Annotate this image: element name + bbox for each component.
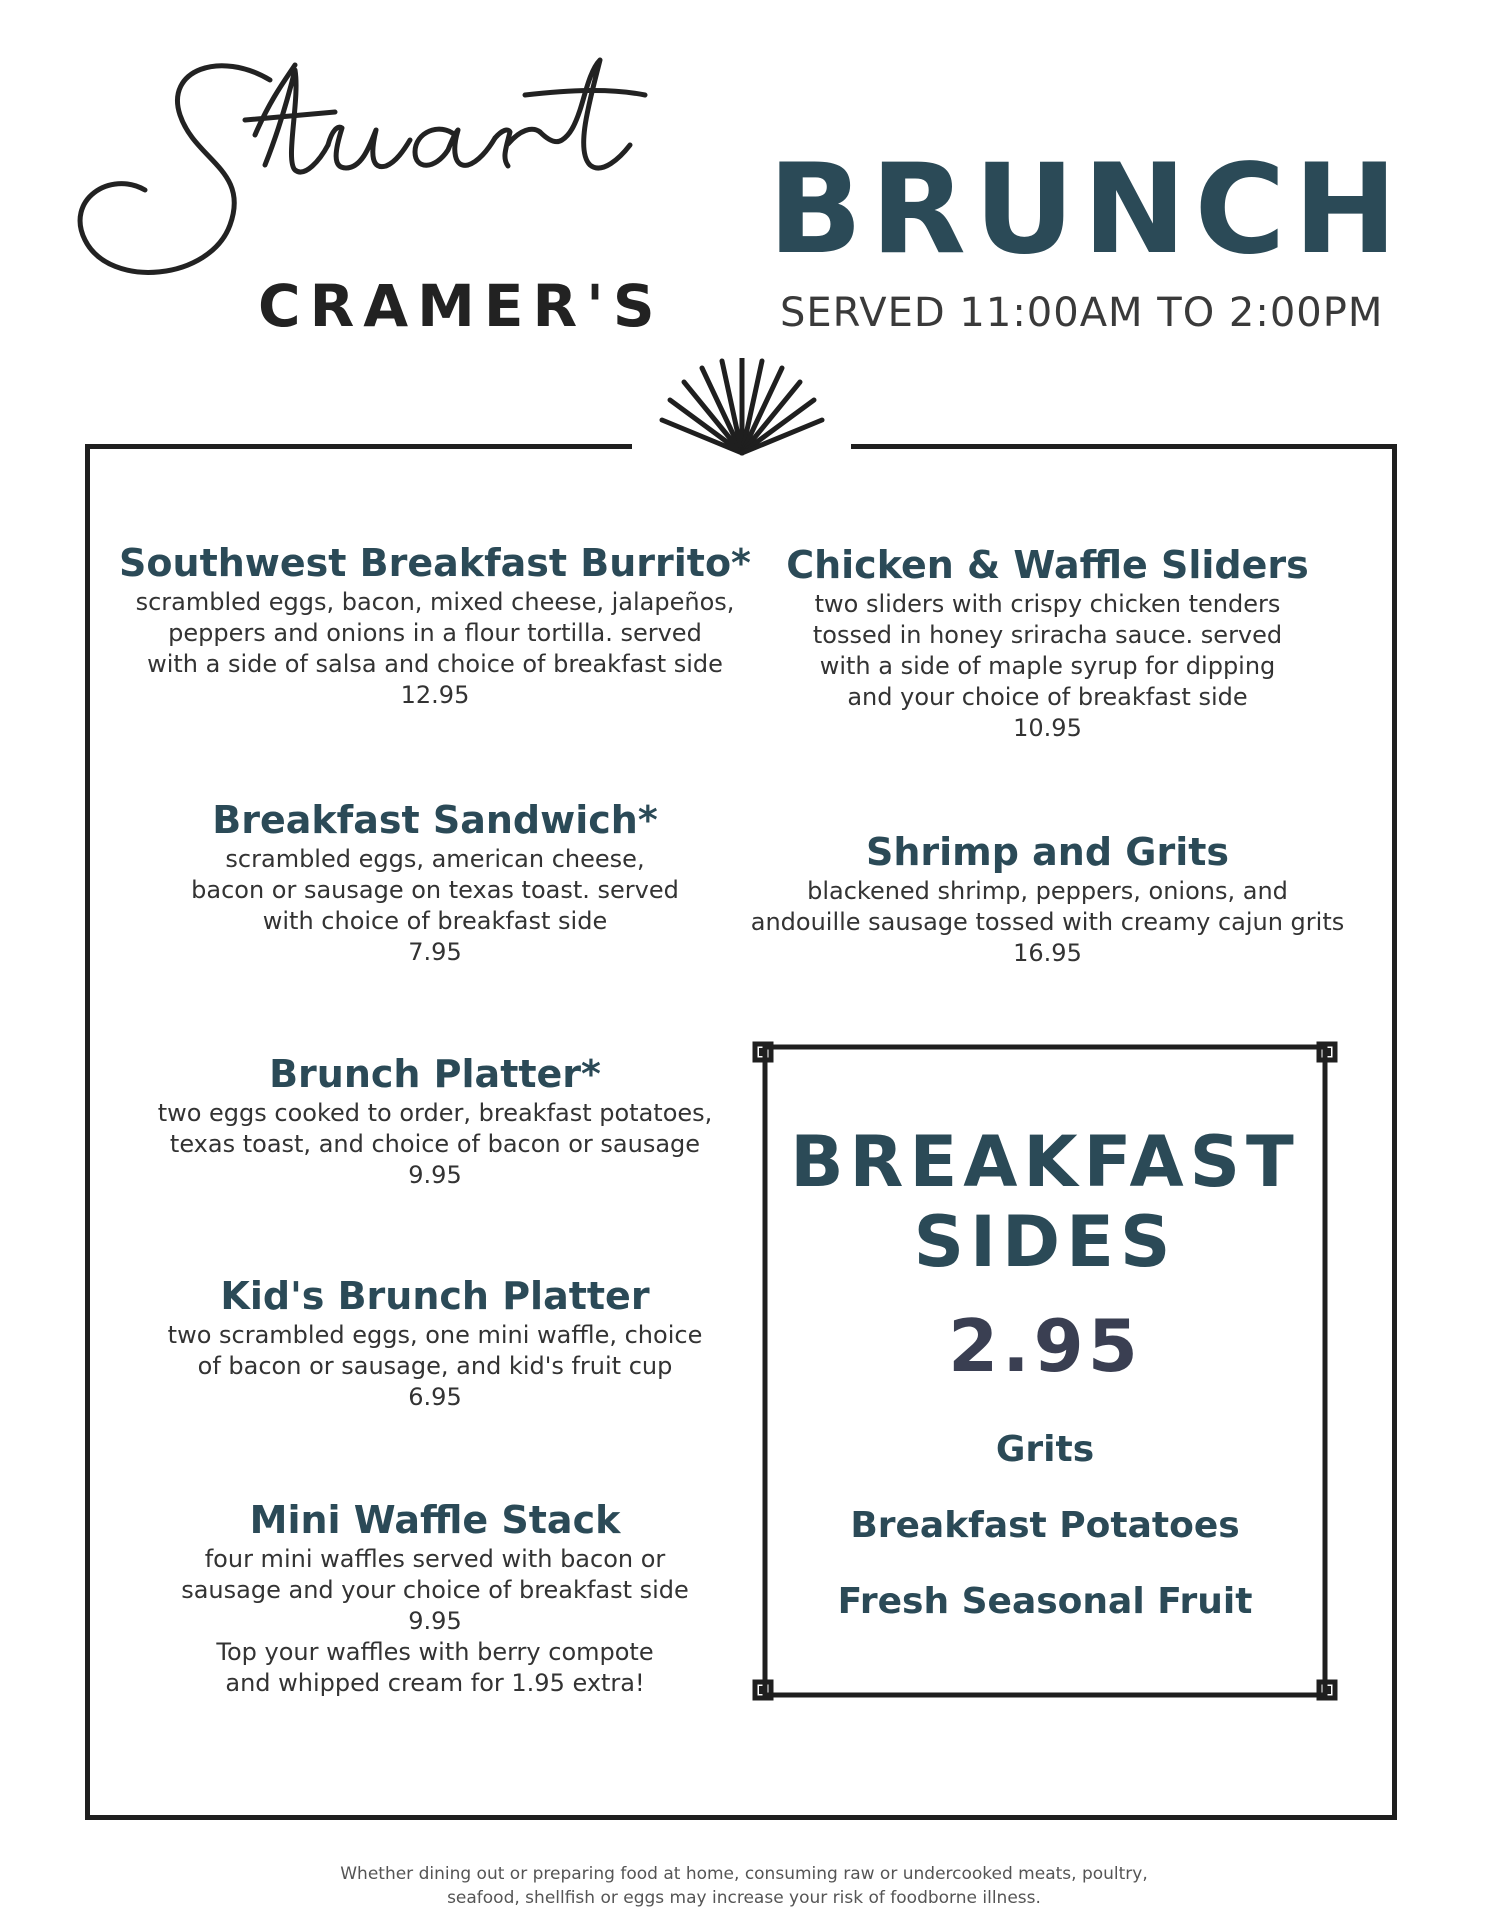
menu-item-price: 9.95 <box>408 1606 462 1635</box>
side-item: Fresh Seasonal Fruit <box>837 1581 1253 1622</box>
menu-item-price: 16.95 <box>1013 938 1082 967</box>
menu-item <box>110 1054 760 1191</box>
menu-item-price: 12.95 <box>400 680 470 709</box>
menu-item-description: two sliders with crispy chicken tenders tossed in honey sriracha sauce. served with a side of maple syrup for dipping and your choice of breakfast side <box>812 589 1283 711</box>
menu-item <box>110 800 760 968</box>
menu-item-name: Breakfast Sandwich* <box>212 798 658 842</box>
menu-item <box>110 1276 760 1413</box>
sides-title: BREAKFAST SIDES <box>790 1121 1300 1283</box>
menu-item-name: Kid's Brunch Platter <box>220 1274 650 1318</box>
menu-item-description: blackened shrimp, peppers, onions, and andouille sausage tossed with creamy cajun grits <box>750 876 1345 936</box>
cramers-wordmark: CRAMER'S <box>258 272 664 340</box>
menu-item-name: Shrimp and Grits <box>865 830 1230 874</box>
menu-item-addon-note: Top your waffles with berry compote and whipped cream for 1.95 extra! <box>216 1637 654 1697</box>
menu-item-price: 9.95 <box>408 1160 462 1189</box>
menu-item-description: two scrambled eggs, one mini waffle, choice of bacon or sausage, and kid's fruit cup <box>167 1320 703 1380</box>
menu-item-description: four mini waffles served with bacon or sausage and your choice of breakfast side <box>181 1544 689 1604</box>
menu-item-description: scrambled eggs, bacon, mixed cheese, jalapeños, peppers and onions in a flour tortilla. served with a side of salsa and choice of breakfast side <box>135 587 735 678</box>
menu-item-price: 7.95 <box>408 937 462 966</box>
menu-item <box>110 1500 760 1699</box>
breakfast-sides-panel <box>752 1034 1338 1640</box>
menu-item-description: two eggs cooked to order, breakfast potatoes, texas toast, and choice of bacon or sausage <box>157 1098 713 1158</box>
menu-item-name: Chicken & Waffle Sliders <box>786 543 1309 587</box>
sunburst-ornament-icon <box>656 358 828 458</box>
sides-price: 2.95 <box>948 1304 1142 1388</box>
menu-item-price: 10.95 <box>1013 713 1082 742</box>
page-title: BRUNCH <box>768 138 1406 282</box>
sides-list <box>752 1412 1338 1640</box>
menu-item-description: scrambled eggs, american cheese, bacon or sausage on texas toast. served with choice of breakfast side <box>191 844 679 935</box>
serving-hours: SERVED 11:00AM TO 2:00PM <box>780 290 1384 336</box>
menu-item-name: Brunch Platter* <box>269 1052 601 1096</box>
menu-item-price: 6.95 <box>408 1382 462 1411</box>
menu-item <box>740 545 1355 744</box>
menu-item-name: Southwest Breakfast Burrito* <box>119 541 751 585</box>
side-item: Breakfast Potatoes <box>850 1505 1240 1546</box>
menu-item <box>740 832 1355 969</box>
menu-item-name: Mini Waffle Stack <box>249 1498 621 1542</box>
food-safety-disclaimer: Whether dining out or preparing food at home, consuming raw or undercooked meats, poultry, seafood, shellfish or eggs may increase your risk of foodborne illness. <box>340 1864 1148 1908</box>
menu-item <box>110 543 760 711</box>
side-item: Grits <box>995 1429 1095 1470</box>
